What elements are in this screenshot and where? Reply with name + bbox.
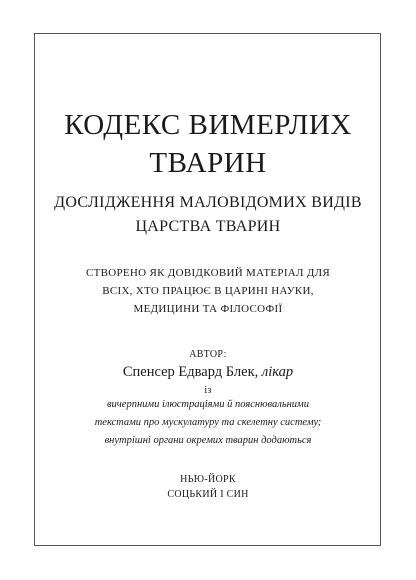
description-line-3: МЕДИЦИНИ ТА ФІЛОСОФІЇ	[133, 303, 283, 315]
description-line-1: СТВОРЕНО ЯК ДОВІДКОВИЙ МАТЕРІАЛ ДЛЯ	[85, 267, 331, 279]
subtitle-line-2: ЦАРСТВА ТВАРИН	[135, 218, 281, 235]
illustrations-line-2: текстами про мускулатуру та скелетну систему;	[94, 417, 322, 428]
publisher-name: СОЦЬКИЙ І СИН	[167, 489, 249, 500]
author-role: лікар	[261, 364, 294, 380]
subtitle-line-1: ДОСЛІДЖЕННЯ МАЛОВІДОМИХ ВИДІВ	[54, 194, 362, 211]
illustrations-line-3: внутрішні органи окремих тварин додаються	[104, 435, 312, 446]
publisher-city: НЬЮ-ЙОРК	[180, 474, 236, 485]
description-line-2: ВСІХ, ХТО ПРАЦЮЄ В ЦАРИНІ НАУКИ,	[102, 285, 314, 297]
author-name: Спенсер Едвард Блек,	[122, 364, 259, 380]
illustrations-line-1: вичерпними ілюстраціями й пояснювальними	[106, 399, 310, 410]
with-label: із	[204, 385, 212, 396]
author-line	[34, 365, 382, 380]
title-line-1: КОДЕКС ВИМЕРЛИХ	[64, 109, 352, 141]
author-label: АВТОР:	[189, 349, 227, 360]
title-line-2: ТВАРИН	[149, 147, 267, 179]
